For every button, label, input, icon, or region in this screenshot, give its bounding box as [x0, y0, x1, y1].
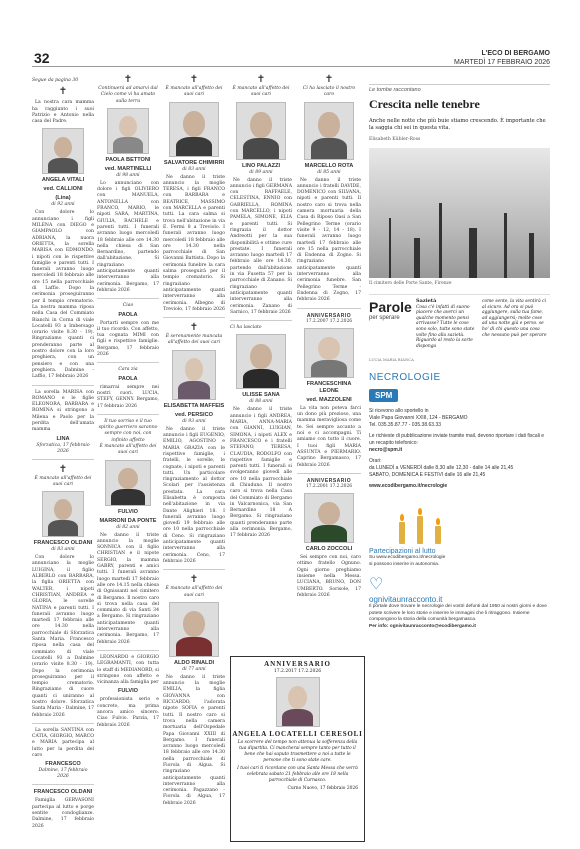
anniversary-text: Lo scorrere del tempo non attenua la sofferenza della tua dipartita. Ci mancherai sempre tanto per tutto il bene che hai saputo trasmettere a noi a tutte le persone che ti sono state care.: [237, 740, 358, 763]
portrait-photo: [105, 460, 151, 506]
notice-quote: Continuerà ad amarvi dal Cielo come vi ha amato sulla terra: [98, 86, 158, 104]
ognivita-link[interactable]: ognivitaunracconto.it: [369, 595, 443, 604]
deceased-name: FRANCESCO OLDANI: [33, 789, 93, 796]
anniversary-mass: I tuoi cari ti ricordano con una Santa Messa che verrà celebrata sabato 21 febbraio alle ore 18 nella parrocchiale di Curnasco.: [237, 766, 358, 783]
deceased-name-sub: ved. MAZZOLENI: [306, 396, 352, 403]
divider: [97, 362, 159, 363]
anniversary-box: [230, 656, 365, 842]
deceased-name: FRANCESCHINA LEONE: [306, 380, 352, 394]
notice-intro: La nostra cara mamma ha raggiunto i suoi Patrizio e Antonio nella casa del Padre.: [32, 100, 94, 125]
deceased-name-sub: ved. PERSICO: [175, 411, 213, 418]
candles-illustration: [369, 504, 550, 544]
necrologie-heading: NECROLOGIE: [369, 372, 441, 383]
cemetery-photo: [369, 148, 550, 278]
column-3: [163, 72, 225, 842]
publication-date: MARTEDÌ 17 FEBBRAIO 2026: [454, 59, 550, 66]
cross-icon: ✝: [256, 74, 266, 85]
parole-author: LUCIA MARIA BIANCA: [369, 357, 414, 362]
deceased-name: CARLO ZOCCOLI: [305, 546, 353, 553]
header-rule: [32, 66, 550, 67]
notice-intro: È mancato all'affetto dei suoi cari: [165, 86, 223, 98]
page-header: [0, 0, 580, 74]
notice-text: LEONARDO e GIORGIO LEGRAMANTI, con tutta lo staff di MEDIANORD, si stringono con affetto e vicinanza alla famiglia per: [97, 654, 159, 686]
deceased-name: FULVIO: [117, 688, 139, 695]
deceased-age: di 82 anni: [116, 524, 140, 530]
deceased-name: ULISSE SANA: [242, 392, 280, 399]
divider: [32, 723, 94, 724]
anniversary-title: ANNIVERSARIO: [306, 312, 352, 319]
deceased-age: di 88 anni: [249, 399, 273, 405]
notice-text: professionista serio e concreto, ma prima ancora amico sincero. Ciao Fulvio. Parzia, 17 febbraio 2026: [97, 697, 159, 728]
notice-intro: Ciao: [122, 303, 134, 309]
divider: [297, 473, 361, 474]
info-line: Tel. 035.35.87.77 - 035.38.63.33: [369, 422, 442, 428]
portrait-photo: [169, 602, 219, 657]
parole-heading: Parole: [369, 299, 412, 315]
notice-text: Con dolore lo annunciano la moglie LUIGINA, il figlio ALBERLO con BARBARA, la figlia ORIETTA con WALTER, i nipoti CHRISTIAN, ANDREA e GLORIA, le sorelle NATINA e parenti tutti. I funerali avranno luogo martedì 17 febbraio alle ore 14.30 nella parrocchiale di Sforzatica Santa Maria. Francesco riposa nella casa del commiato di viale Locatelli 93 a Dalmine (orario visite 8.30 - 19). Dopo la cerimonia proseguiranno per il tempio crematorio. Ringraziamo di cuore quanti ci uniranno al nostro dolore. Sforzatica Santa Maria - Dalmine, 17 febbraio 2026: [32, 555, 94, 718]
deceased-name: PAOLA BETTONI: [105, 156, 151, 163]
notice-intro: Ci ha lasciato il nostro caro: [302, 86, 356, 98]
notice-text: Ne danno il triste annuncio i figli EUGENIO, EMILIO, AGOSTINO e MARIA GRAZIA con le rispettive famiglie, i fratelli, le sorelle, le cognate, i nipoti e parenti tutti. Un particolare ringraziamento al dottor Scolari per l'assistenza prestata. La cara Elisabetta è composta nell'abitazione in via Dante Alighieri 18. I funerali avranno luogo giovedì 19 febbraio alle ore 10 nella parrocchiale di Ceno. Si ringraziano anticipatamente quanti interverranno alla cerimonia. Ceno, 17 febbraio 2026: [163, 426, 225, 564]
portrait-photo: [42, 128, 84, 174]
deceased-age: di 77 anni: [182, 666, 206, 672]
notice-intro: È serenamente mancata all'affetto dei suoi cari: [165, 334, 223, 346]
hours-line: SABATO, DOMENICA E FESTIVI dalle 16 alle 21,45: [369, 472, 486, 478]
notice-quote: Il tuo sorriso e il tuo spirito guerriero saranno sempre con noi, con infinito affetto: [98, 418, 158, 443]
deceased-name-sub: MARRONI DA PONTE: [99, 517, 157, 524]
anniversary-dates: 17.2.2007 17.2.2026: [305, 318, 353, 324]
deceased-name: ALDO RINALDI: [173, 659, 215, 666]
partecipazioni-text: si possono inserire in autonomia.: [369, 561, 440, 567]
divider: [97, 650, 159, 651]
notice-text: Ne danno il triste annuncio i figli GERMANA con RAFFAELE, CELESTINA, ENNIO con GABRIELLA, ROMINA con MARCELLO, i nipoti PAMELA, SIMONE, ELIA e parenti tutti. Si ringrazia il dottor Andreotti per la sua disponibilità e ottime cure prestate. I funerali avranno luogo martedì 17 febbraio alle ore 14.30, partendo dall'abitazione in via Fusetta 57 per la parrocchiale di Zanano. Si ringraziano anticipatamente quanti interverranno alla cerimonia. Zanano di Sarnico, 17 febbraio 2026: [230, 177, 292, 315]
anniversary-dates: 17.2.2001 17.2.2026: [305, 483, 353, 489]
anniversary-title: ANNIVERSARIO: [306, 477, 352, 484]
contact-info: [369, 408, 550, 490]
deceased-age: di 83 anni: [51, 547, 75, 553]
notice-text: La sorella MARISA con ROMANO e le figlie ELEONORA, BARBARA e ROMINA si stringono a Milena e Paolo per la perdita dell'amata mamma: [32, 389, 94, 433]
notice-intro: È mancato all'affetto dei suoi cari: [232, 86, 290, 98]
hours-label: Orari:: [369, 458, 382, 464]
deceased-name: FRANCESCO OLDANI: [33, 540, 93, 547]
cross-icon: ✝: [58, 86, 68, 98]
column-4: [230, 72, 292, 657]
ognivita-mail[interactable]: Per info: ognivitaunracconto@ecodibergamo.it: [369, 623, 477, 629]
deceased-name: FULVIO: [117, 508, 139, 515]
parole-text: [416, 299, 478, 349]
notice-text: Ne danno il triste annuncio la moglie SONNICA con il figlio CHRISTIAN e il nipote SERGIO, la mamma GABRY, parenti e amici tutti. I funerali avranno luogo martedì 17 febbraio alle ore 14.15 nella chiesa di Ognissanti nel cimitero di Bergamo. Il nostro caro si trova nella casa del commiato di via Santi 34 a Bergamo. Si ringraziano anticipatamente quanti interverranno alla cerimonia. Bergamo, 17 febbraio 2026: [97, 532, 159, 645]
notice-text: Ne danno il triste annuncio la moglie EMILIA, la figlia GIOVANNA con RICCARDO, l'adorata nipote SOFIA e parenti tutti. Il nostro caro si trova nella camera mortuaria dell'Ospedale Papa Giovanni XXIII di Bergamo. I funerali avranno luogo mercoledì 18 febbraio alle ore 14.30 nella parrocchiale di Fiorola di Algua. Si ringraziano anticipatamente quanti interverranno alla cerimonia. Pagazzano - Fiorola di Algua, 17 febbraio 2026: [163, 674, 225, 806]
deceased-age: di 98 anni: [116, 172, 140, 178]
notice-text: Ne danno il triste annuncio la moglie TERESA, i figli FRANCO con BARBARA e BEATRICE, MASSIMO con MARCELLA e parenti tutti. La cara salma si trova nell'abitazione in via E. Fermi 8 a Treviolo. I funerali avranno luogo mercoledì 18 febbraio alle ore 14.30 nella parrocchiale di San Giovanni Battista. Dopo la cerimonia funebre la cara salma proseguirà per il tempio crematorio. Si ringraziano anticipatamente quanti interverranno alla cerimonia. Albegno di Treviolo, 17 febbraio 2026: [163, 174, 225, 312]
deceased-name: LINO PALAZZI: [241, 162, 281, 169]
heart-icon: ♡: [369, 574, 384, 593]
divider: [32, 459, 94, 460]
notice-text: Ne danno il triste annuncio i fratelli DAVIDE, DOMENICO con SILVANA, nipoti e parenti tutti. Il nostro caro si trova nella camera mortuaria della Casa di Riposo Oasi a San Pellegrino Terme (orario visite 9 - 12, 14 - 18). I funerali avranno luogo martedì 17 febbraio alle ore 15 nella parrocchiale di Endenna di Zogno. Si ringraziano anticipatamente quanti interverranno alla cerimonia funebre. San Pellegrino Terme - Endenna di Zogno, 17 febbraio 2026: [297, 177, 361, 303]
notice-text: Lo annunciano con dolore i figli OLIVIERO con MANUELA, ANTONELLA con FRANCO, MARIO, le nipoti SARA, MARTINA, GIULIA, RACHELE e parenti tutti. I funerali avranno luogo mercoledì 18 febbraio alle ore 14.30 nella chiesa di San Bernardino, partendo dall'abitazione. Si ringraziano anticipatamente quanti interverranno alla cerimonia. Bergamo, 17 febbraio 2026: [97, 180, 159, 293]
partecipazioni-url[interactable]: Su www.ecodibergamo.it/necrologie: [369, 555, 446, 560]
notice-text: La vita non poteva farci un dono più prezioso, una mamma meravigliosa come te. Sei sempre accanto a noi e ci accompagni. Ti amiamo con tutto il cuore. I tuoi figli MARIA ASSUNTA e PIERMARIO. Caprino Bergamasco, 17 febbraio 2026: [297, 405, 361, 468]
column-2: [97, 72, 159, 842]
parole-text-2: come sente, la vita sentirà ci al sicuro. Ad ora si può aggiungere, sulla tua fame, ad aggiungersi; molte cose ad una notte già e perso. se ho' di chi questo una cosa che nessuno può per sperare: [482, 299, 547, 338]
deceased-age: di 83 anni: [182, 166, 206, 172]
deceased-name: ELISABETTA MAFFEIS: [163, 402, 225, 409]
cross-icon: ✝: [189, 74, 199, 85]
cross-icon: ✝: [123, 74, 133, 85]
notice-text: Famiglia GERVASONI partecipa al lutto e porge sentite condoglianze. Dalmine, 17 febbraio 2026: [32, 798, 94, 829]
anniversary-place: Curno Nuovo, 17 febbraio 2026: [287, 786, 358, 791]
portrait-photo: [107, 108, 149, 154]
deceased-name: PAOLA: [118, 375, 138, 382]
parole-title: Sazietà: [416, 298, 437, 304]
divider: [97, 298, 159, 299]
notice-text: Con dolore lo annunciano i figli MILENA con DIEGO e GIAMPAOLO con ADRIANA, la nuora ORIETTA, la sorella MARISA con EDMONDO, i nipoti con le rispettive famiglie e parenti tutti. I funerali avranno luogo mercoledì 18 febbraio alle ore 15 nella parrocchiale di Laffio. Dopo la cerimonia proseguiranno per il tempio crematorio. La nostra mamma riposa nella Casa del Commiato Bianchi in Corna di viale Locatelli 93 a Imbersago (orario visite 8.30 - 19). Ringraziamo quanti ci prenderanno parte al nostro dolore con la loro preghiera, con un pensiero e con una preghiera. Dalmine - Laffio, 17 febbraio 2026: [32, 210, 94, 380]
deceased-nickname: (Lina): [55, 195, 71, 202]
portrait-photo: [172, 350, 216, 400]
deceased-age: di 93 anni: [182, 418, 206, 424]
notice-text: Sei sempre con noi, caro ottimo fratello Ognuno. Ogni giorno preghiamo insieme nella Messa. LUCIANA, BRUNO, DON UMBERTO. Sorisole, 17 febbraio 2026: [297, 555, 361, 598]
deceased-age: di 85 anni: [317, 169, 341, 175]
notice-text: Ne danno il triste annuncio i figli ANDREA, MARIA, ANNA-MARIA con GIANNI, LUIGIAN, SIMONA, i nipoti ALEX e FRANCESCO e i fratelli STEFANO, TERESA, CLAUDIA, RODOLFO con rispettive famiglie e parenti tutti. I funerali si svolgeranno giovedì alle ore 10 nella parrocchiale di Chiuduno. Il nostro caro si trova nella Casa del Commiato di Bergamo in Valcarnonica, via San Bernardino 18 A Bergamo. Si ringraziano quanti prenderanno parte alla cerimonia. Bergamo, 17 febbraio 2026: [230, 407, 292, 539]
divider: [32, 385, 94, 386]
portrait-photo: [276, 677, 320, 727]
info-line: Viale Papa Giovanni XXIII, 124 - BERGAMO: [369, 415, 468, 421]
notice-intro: Ci ha lasciato: [230, 325, 262, 331]
photo-caption: Il cimitero delle Porte Sante, Firenze: [369, 281, 452, 286]
info-line: Si ricevono allo sportello in: [369, 408, 429, 414]
portrait-photo: [304, 328, 354, 378]
notice-intro: Cara zia: [118, 367, 138, 373]
deceased-name: FRANCESCO: [45, 761, 81, 768]
deceased-name: MARCELLO ROTA: [304, 162, 354, 169]
email-link[interactable]: necro@spm.it: [369, 447, 403, 453]
cross-icon: ✝: [189, 574, 199, 586]
page-number: 32: [34, 50, 50, 66]
portrait-photo: [236, 334, 286, 389]
article-title: Crescita nelle tenebre: [369, 97, 480, 111]
divider: [297, 308, 361, 309]
section-tag: Le tombe raccontano: [369, 84, 550, 93]
portrait-photo: [169, 102, 219, 157]
continua-label: Segue da pagina 30: [32, 78, 79, 83]
divider: [163, 317, 225, 318]
notice-intro: È mancato all'affetto dei suoi cari: [165, 586, 223, 598]
hours-line: da LUNEDÌ a VENERDÌ dalle 8,30 alle 12,30 - dalle 14 alle 21,45: [369, 465, 514, 471]
notice-text: La sorella SANTINA con CATIA, GIORGIO, MARCO e MARIA partecipa al lutto per la perdita del caro: [32, 727, 94, 759]
deceased-name: LINA: [56, 435, 70, 442]
parole-box: [369, 294, 550, 364]
article-author: Elisabeth Kübler-Ross: [369, 137, 421, 142]
deceased-name: PAOLA: [118, 311, 138, 318]
partecipazioni-heading: Partecipazioni al lutto: [369, 548, 436, 555]
anniversary-dates: 17.2.2017 17.2.2026: [273, 669, 322, 674]
column-1: [32, 72, 94, 842]
notice-intro: È mancato all'affetto dei suoi cari: [99, 443, 157, 456]
parole-body: Cosa c'è infatti di suono piacere che averci un qualche momento pensi arrivasse? Tutte le cose sono solo, tutte sono state volte fino alla sazietà. Riguardo al resto la sorte disponga: [416, 304, 475, 349]
deceased-name-sub: ved. MARTINELLI: [104, 165, 152, 172]
portrait-photo: [42, 491, 84, 537]
divider: [32, 784, 94, 785]
divider: [163, 569, 225, 570]
deceased-name: ANGELA VITALI: [41, 177, 85, 184]
article-text: Anche nelle notte che più buie stiamo crescendo. È importante che la saggia chi sei in questa vita.: [369, 118, 546, 131]
notice-intro: È mancato all'affetto dei suoi cari: [34, 475, 92, 487]
cross-icon: ✝: [324, 74, 334, 85]
portrait-photo: [304, 493, 354, 543]
notice-text: Portarti sempre con me il tuo ricordo. Con affetto, tua cognata MIMI con figli e rispettive famiglie. Bergamo, 17 febbraio 2026: [97, 320, 159, 358]
deceased-name-sub: ved. CALLIONI: [43, 186, 83, 193]
cross-icon: ✝: [58, 463, 68, 475]
notice-place: Sforzatica, 17 febbraio 2026: [36, 442, 90, 454]
website-link[interactable]: www.ecodibergamo.it/necrologie: [369, 483, 448, 489]
publication-name: L'ECO DI BERGAMO: [481, 50, 550, 57]
right-column: [369, 72, 550, 842]
portrait-photo: [236, 102, 286, 160]
notice-place: Dalmine, 17 febbraio 2026: [38, 768, 88, 780]
spm-logo: SPM: [369, 389, 398, 402]
deceased-name: ANGELA LOCATELLI CERESOLI: [232, 730, 363, 738]
notice-text: rimarrai sempre nei nostri cuori. LUCIA, STEFY, GENNY. Bergamo, 17 febbraio 2026: [97, 384, 159, 409]
deceased-age: di 92 anni: [51, 202, 75, 208]
anniversary-title: ANNIVERSARIO: [264, 660, 331, 668]
divider: [230, 320, 292, 321]
info-line: Le richieste di pubblicazione inviate tramite mail, devono riportare i dati fiscali e un recapito telefonico:: [369, 433, 545, 446]
deceased-name: SALVATORE CHIMIRRI: [163, 159, 225, 166]
cross-icon: ✝: [189, 322, 199, 334]
parole-subheading: per sperare: [369, 315, 400, 321]
column-5: [297, 72, 361, 657]
portrait-photo: [304, 102, 354, 160]
deceased-age: di 89 anni: [249, 169, 273, 175]
divider: [97, 414, 159, 415]
ognivita-text: Il portale dove trovare le necrologie dei vostri defunti dal 1950 ai nostri giorni e dove potete scrivere le loro storie e inserire le immagini che li ritraggono. Insieme compongono la storia della comunità bergamasca.: [369, 604, 547, 622]
publication-info: [454, 49, 550, 67]
